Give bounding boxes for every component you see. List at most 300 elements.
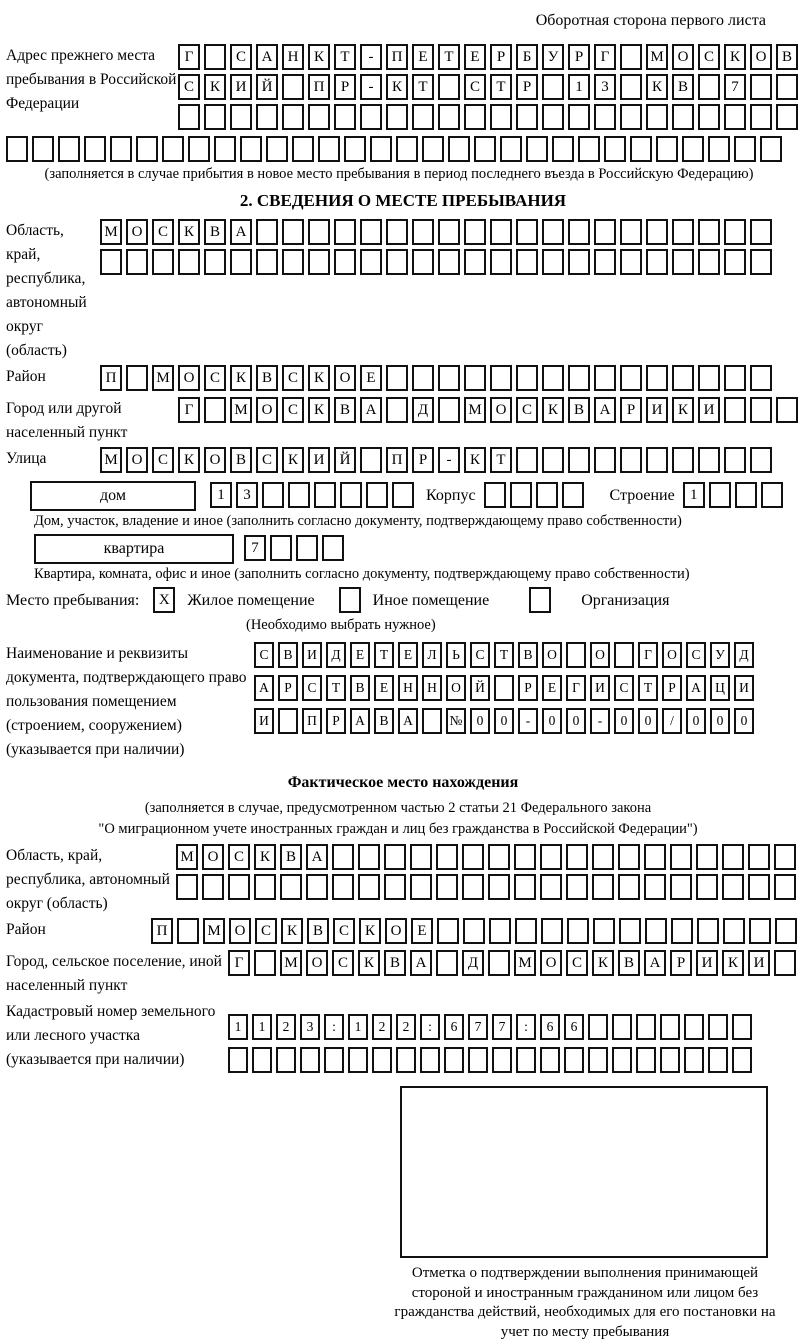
char-box[interactable]: [228, 874, 250, 900]
char-box[interactable]: С: [204, 365, 226, 391]
char-box[interactable]: И: [748, 950, 770, 976]
char-box[interactable]: [240, 136, 262, 162]
char-box[interactable]: Р: [490, 44, 512, 70]
char-box[interactable]: К: [464, 447, 486, 473]
char-box[interactable]: Л: [422, 642, 442, 668]
char-box[interactable]: [620, 44, 642, 70]
char-box[interactable]: [564, 1047, 584, 1073]
char-box[interactable]: С: [255, 918, 277, 944]
char-box[interactable]: М: [152, 365, 174, 391]
char-box[interactable]: К: [308, 44, 330, 70]
house-type-field[interactable]: дом: [30, 481, 196, 511]
char-box[interactable]: Д: [462, 950, 484, 976]
char-box[interactable]: [542, 219, 564, 245]
char-box[interactable]: М: [646, 44, 668, 70]
char-box[interactable]: [542, 249, 564, 275]
char-box[interactable]: [594, 447, 616, 473]
char-box[interactable]: [256, 249, 278, 275]
char-box[interactable]: О: [202, 844, 224, 870]
char-box[interactable]: А: [594, 397, 616, 423]
char-box[interactable]: 3: [594, 74, 616, 100]
char-box[interactable]: [462, 874, 484, 900]
char-box[interactable]: Ц: [710, 675, 730, 701]
char-box[interactable]: [514, 874, 536, 900]
char-box[interactable]: М: [230, 397, 252, 423]
char-box[interactable]: [438, 365, 460, 391]
char-box[interactable]: С: [302, 675, 322, 701]
char-box[interactable]: [282, 219, 304, 245]
char-box[interactable]: [671, 918, 693, 944]
char-box[interactable]: К: [178, 447, 200, 473]
char-box[interactable]: [592, 844, 614, 870]
char-box[interactable]: [684, 1047, 704, 1073]
char-box[interactable]: К: [281, 918, 303, 944]
char-box[interactable]: [708, 1014, 728, 1040]
char-box[interactable]: [252, 1047, 272, 1073]
char-box[interactable]: И: [302, 642, 322, 668]
char-box[interactable]: [188, 136, 210, 162]
char-box[interactable]: О: [542, 642, 562, 668]
char-box[interactable]: [750, 447, 772, 473]
char-box[interactable]: [774, 874, 796, 900]
char-box[interactable]: Е: [360, 365, 382, 391]
char-box[interactable]: Е: [464, 44, 486, 70]
char-box[interactable]: [594, 365, 616, 391]
char-box[interactable]: [514, 844, 536, 870]
char-box[interactable]: 0: [734, 708, 754, 734]
char-box[interactable]: К: [646, 74, 668, 100]
char-box[interactable]: 7: [724, 74, 746, 100]
char-box[interactable]: У: [710, 642, 730, 668]
char-box[interactable]: [592, 874, 614, 900]
char-box[interactable]: -: [360, 44, 382, 70]
apartment-type-field[interactable]: квартира: [34, 534, 234, 564]
char-box[interactable]: [386, 219, 408, 245]
char-box[interactable]: -: [360, 74, 382, 100]
char-box[interactable]: [761, 482, 783, 508]
char-box[interactable]: [750, 104, 772, 130]
char-box[interactable]: [516, 249, 538, 275]
char-box[interactable]: [280, 874, 302, 900]
char-box[interactable]: [204, 397, 226, 423]
char-box[interactable]: [620, 104, 642, 130]
char-box[interactable]: [386, 397, 408, 423]
char-box[interactable]: Р: [412, 447, 434, 473]
char-box[interactable]: [645, 918, 667, 944]
char-box[interactable]: В: [230, 447, 252, 473]
char-box[interactable]: К: [672, 397, 694, 423]
char-box[interactable]: [436, 874, 458, 900]
char-box[interactable]: [698, 365, 720, 391]
char-box[interactable]: [724, 249, 746, 275]
char-box[interactable]: [100, 249, 122, 275]
char-box[interactable]: К: [230, 365, 252, 391]
char-box[interactable]: [422, 136, 444, 162]
char-box[interactable]: Н: [422, 675, 442, 701]
char-box[interactable]: К: [178, 219, 200, 245]
char-box[interactable]: Т: [638, 675, 658, 701]
char-box[interactable]: И: [230, 74, 252, 100]
char-box[interactable]: Т: [374, 642, 394, 668]
char-box[interactable]: [698, 74, 720, 100]
char-box[interactable]: М: [464, 397, 486, 423]
char-box[interactable]: А: [644, 950, 666, 976]
char-box[interactable]: [490, 219, 512, 245]
char-box[interactable]: [660, 1014, 680, 1040]
char-box[interactable]: [646, 365, 668, 391]
char-box[interactable]: [568, 104, 590, 130]
char-box[interactable]: М: [280, 950, 302, 976]
char-box[interactable]: [614, 642, 634, 668]
char-box[interactable]: А: [398, 708, 418, 734]
char-box[interactable]: О: [672, 44, 694, 70]
char-box[interactable]: В: [618, 950, 640, 976]
char-box[interactable]: [568, 447, 590, 473]
char-box[interactable]: [568, 219, 590, 245]
char-box[interactable]: Г: [566, 675, 586, 701]
char-box[interactable]: С: [566, 950, 588, 976]
char-box[interactable]: С: [254, 642, 274, 668]
char-box[interactable]: Р: [278, 675, 298, 701]
char-box[interactable]: [774, 950, 796, 976]
char-box[interactable]: [604, 136, 626, 162]
char-box[interactable]: 7: [244, 535, 266, 561]
char-box[interactable]: [489, 918, 511, 944]
char-box[interactable]: А: [230, 219, 252, 245]
char-box[interactable]: [360, 104, 382, 130]
char-box[interactable]: Е: [398, 642, 418, 668]
char-box[interactable]: [709, 482, 731, 508]
char-box[interactable]: М: [176, 844, 198, 870]
char-box[interactable]: [774, 844, 796, 870]
char-box[interactable]: [644, 844, 666, 870]
char-box[interactable]: [396, 136, 418, 162]
char-box[interactable]: [332, 844, 354, 870]
char-box[interactable]: [384, 874, 406, 900]
char-box[interactable]: К: [204, 74, 226, 100]
char-box[interactable]: У: [542, 44, 564, 70]
char-box[interactable]: [254, 874, 276, 900]
char-box[interactable]: [488, 844, 510, 870]
char-box[interactable]: 0: [686, 708, 706, 734]
char-box[interactable]: [540, 1047, 560, 1073]
char-box[interactable]: Т: [326, 675, 346, 701]
char-box[interactable]: [494, 675, 514, 701]
char-box[interactable]: М: [514, 950, 536, 976]
char-box[interactable]: [776, 397, 798, 423]
char-box[interactable]: [370, 136, 392, 162]
char-box[interactable]: [672, 447, 694, 473]
char-box[interactable]: Р: [620, 397, 642, 423]
char-box[interactable]: [698, 249, 720, 275]
char-box[interactable]: [152, 249, 174, 275]
char-box[interactable]: [340, 482, 362, 508]
char-box[interactable]: [438, 219, 460, 245]
char-box[interactable]: С: [228, 844, 250, 870]
char-box[interactable]: [332, 874, 354, 900]
char-box[interactable]: [536, 482, 558, 508]
char-box[interactable]: И: [698, 397, 720, 423]
char-box[interactable]: [529, 587, 551, 613]
char-box[interactable]: К: [359, 918, 381, 944]
char-box[interactable]: 0: [710, 708, 730, 734]
char-box[interactable]: 6: [564, 1014, 584, 1040]
char-box[interactable]: [708, 136, 730, 162]
char-box[interactable]: Е: [350, 642, 370, 668]
char-box[interactable]: С: [516, 397, 538, 423]
char-box[interactable]: [488, 874, 510, 900]
char-box[interactable]: Б: [516, 44, 538, 70]
char-box[interactable]: [750, 219, 772, 245]
char-box[interactable]: И: [308, 447, 330, 473]
char-box[interactable]: 2: [396, 1014, 416, 1040]
char-box[interactable]: [230, 104, 252, 130]
char-box[interactable]: [670, 844, 692, 870]
char-box[interactable]: [516, 104, 538, 130]
char-box[interactable]: :: [420, 1014, 440, 1040]
char-box[interactable]: [422, 708, 442, 734]
char-box[interactable]: [542, 365, 564, 391]
char-box[interactable]: [282, 249, 304, 275]
char-box[interactable]: [588, 1047, 608, 1073]
char-box[interactable]: [750, 365, 772, 391]
char-box[interactable]: [732, 1047, 752, 1073]
char-box[interactable]: А: [686, 675, 706, 701]
char-box[interactable]: [619, 918, 641, 944]
char-box[interactable]: [566, 844, 588, 870]
char-box[interactable]: №: [446, 708, 466, 734]
char-box[interactable]: [468, 1047, 488, 1073]
char-box[interactable]: [230, 249, 252, 275]
char-box[interactable]: [734, 136, 756, 162]
char-box[interactable]: [760, 136, 782, 162]
char-box[interactable]: [282, 104, 304, 130]
char-box[interactable]: -: [518, 708, 538, 734]
char-box[interactable]: [474, 136, 496, 162]
char-box[interactable]: Р: [662, 675, 682, 701]
char-box[interactable]: О: [385, 918, 407, 944]
char-box[interactable]: А: [350, 708, 370, 734]
char-box[interactable]: [278, 708, 298, 734]
char-box[interactable]: И: [646, 397, 668, 423]
char-box[interactable]: -: [438, 447, 460, 473]
char-box[interactable]: [126, 249, 148, 275]
char-box[interactable]: [562, 482, 584, 508]
char-box[interactable]: П: [308, 74, 330, 100]
char-box[interactable]: [682, 136, 704, 162]
char-box[interactable]: 0: [542, 708, 562, 734]
char-box[interactable]: [697, 918, 719, 944]
char-box[interactable]: [516, 447, 538, 473]
char-box[interactable]: [84, 136, 106, 162]
char-box[interactable]: 3: [300, 1014, 320, 1040]
char-box[interactable]: М: [100, 447, 122, 473]
char-box[interactable]: [540, 874, 562, 900]
char-box[interactable]: [646, 219, 668, 245]
char-box[interactable]: [620, 74, 642, 100]
char-box[interactable]: [360, 447, 382, 473]
char-box[interactable]: О: [540, 950, 562, 976]
char-box[interactable]: [724, 219, 746, 245]
char-box[interactable]: К: [724, 44, 746, 70]
char-box[interactable]: [516, 219, 538, 245]
char-box[interactable]: [594, 249, 616, 275]
char-box[interactable]: В: [568, 397, 590, 423]
char-box[interactable]: [358, 874, 380, 900]
char-box[interactable]: [204, 44, 226, 70]
char-box[interactable]: [672, 219, 694, 245]
char-box[interactable]: [438, 104, 460, 130]
char-box[interactable]: К: [308, 365, 330, 391]
char-box[interactable]: [636, 1047, 656, 1073]
char-box[interactable]: С: [470, 642, 490, 668]
char-box[interactable]: М: [203, 918, 225, 944]
char-box[interactable]: [612, 1047, 632, 1073]
char-box[interactable]: В: [256, 365, 278, 391]
char-box[interactable]: [204, 249, 226, 275]
char-box[interactable]: [684, 1014, 704, 1040]
char-box[interactable]: К: [386, 74, 408, 100]
char-box[interactable]: [410, 874, 432, 900]
char-box[interactable]: [386, 249, 408, 275]
char-box[interactable]: С: [230, 44, 252, 70]
char-box[interactable]: [136, 136, 158, 162]
char-box[interactable]: 0: [614, 708, 634, 734]
char-box[interactable]: [296, 535, 318, 561]
char-box[interactable]: 1: [228, 1014, 248, 1040]
char-box[interactable]: [566, 874, 588, 900]
char-box[interactable]: [698, 104, 720, 130]
char-box[interactable]: [490, 365, 512, 391]
char-box[interactable]: В: [384, 950, 406, 976]
char-box[interactable]: Й: [470, 675, 490, 701]
char-box[interactable]: [672, 104, 694, 130]
char-box[interactable]: И: [696, 950, 718, 976]
char-box[interactable]: [594, 104, 616, 130]
char-box[interactable]: 7: [492, 1014, 512, 1040]
char-box[interactable]: П: [386, 44, 408, 70]
char-box[interactable]: [126, 365, 148, 391]
char-box[interactable]: 0: [566, 708, 586, 734]
char-box[interactable]: [177, 918, 199, 944]
char-box[interactable]: [372, 1047, 392, 1073]
char-box[interactable]: С: [686, 642, 706, 668]
char-box[interactable]: Т: [412, 74, 434, 100]
char-box[interactable]: В: [307, 918, 329, 944]
char-box[interactable]: [490, 104, 512, 130]
char-box[interactable]: [541, 918, 563, 944]
char-box[interactable]: С: [614, 675, 634, 701]
char-box[interactable]: [492, 1047, 512, 1073]
char-box[interactable]: Е: [542, 675, 562, 701]
char-box[interactable]: Г: [178, 44, 200, 70]
char-box[interactable]: [484, 482, 506, 508]
char-box[interactable]: [776, 74, 798, 100]
char-box[interactable]: К: [722, 950, 744, 976]
char-box[interactable]: [542, 104, 564, 130]
char-box[interactable]: С: [698, 44, 720, 70]
char-box[interactable]: Д: [734, 642, 754, 668]
char-box[interactable]: [32, 136, 54, 162]
char-box[interactable]: П: [100, 365, 122, 391]
char-box[interactable]: В: [204, 219, 226, 245]
char-box[interactable]: О: [256, 397, 278, 423]
char-box[interactable]: [228, 1047, 248, 1073]
char-box[interactable]: [276, 1047, 296, 1073]
char-box[interactable]: [339, 587, 361, 613]
char-box[interactable]: [438, 397, 460, 423]
char-box[interactable]: [750, 249, 772, 275]
char-box[interactable]: О: [126, 447, 148, 473]
char-box[interactable]: [358, 844, 380, 870]
char-box[interactable]: 0: [470, 708, 490, 734]
char-box[interactable]: [360, 249, 382, 275]
char-box[interactable]: [270, 535, 292, 561]
char-box[interactable]: С: [282, 397, 304, 423]
char-box[interactable]: [646, 104, 668, 130]
char-box[interactable]: В: [278, 642, 298, 668]
char-box[interactable]: 0: [494, 708, 514, 734]
char-box[interactable]: -: [590, 708, 610, 734]
char-box[interactable]: [542, 74, 564, 100]
char-box[interactable]: [6, 136, 28, 162]
char-box[interactable]: [386, 104, 408, 130]
char-box[interactable]: Ь: [446, 642, 466, 668]
char-box[interactable]: [672, 365, 694, 391]
char-box[interactable]: [318, 136, 340, 162]
char-box[interactable]: [672, 249, 694, 275]
char-box[interactable]: [162, 136, 184, 162]
char-box[interactable]: [348, 1047, 368, 1073]
char-box[interactable]: [612, 1014, 632, 1040]
char-box[interactable]: [178, 104, 200, 130]
char-box[interactable]: О: [204, 447, 226, 473]
char-box[interactable]: [437, 918, 459, 944]
char-box[interactable]: [724, 104, 746, 130]
char-box[interactable]: Р: [334, 74, 356, 100]
char-box[interactable]: 6: [444, 1014, 464, 1040]
char-box[interactable]: [344, 136, 366, 162]
char-box[interactable]: А: [306, 844, 328, 870]
char-box[interactable]: Г: [178, 397, 200, 423]
char-box[interactable]: [334, 104, 356, 130]
char-box[interactable]: [708, 1047, 728, 1073]
char-box[interactable]: 3: [236, 482, 258, 508]
char-box[interactable]: 6: [540, 1014, 560, 1040]
char-box[interactable]: [462, 844, 484, 870]
char-box[interactable]: А: [256, 44, 278, 70]
char-box[interactable]: [214, 136, 236, 162]
char-box[interactable]: [438, 74, 460, 100]
char-box[interactable]: [618, 844, 640, 870]
char-box[interactable]: К: [308, 397, 330, 423]
char-box[interactable]: 1: [252, 1014, 272, 1040]
char-box[interactable]: [463, 918, 485, 944]
char-box[interactable]: Р: [670, 950, 692, 976]
char-box[interactable]: Н: [398, 675, 418, 701]
char-box[interactable]: С: [178, 74, 200, 100]
char-box[interactable]: [724, 447, 746, 473]
char-box[interactable]: [735, 482, 757, 508]
char-box[interactable]: О: [334, 365, 356, 391]
char-box[interactable]: К: [592, 950, 614, 976]
char-box[interactable]: Н: [282, 44, 304, 70]
char-box[interactable]: С: [282, 365, 304, 391]
char-box[interactable]: [515, 918, 537, 944]
char-box[interactable]: [256, 219, 278, 245]
char-box[interactable]: [58, 136, 80, 162]
char-box[interactable]: [412, 365, 434, 391]
